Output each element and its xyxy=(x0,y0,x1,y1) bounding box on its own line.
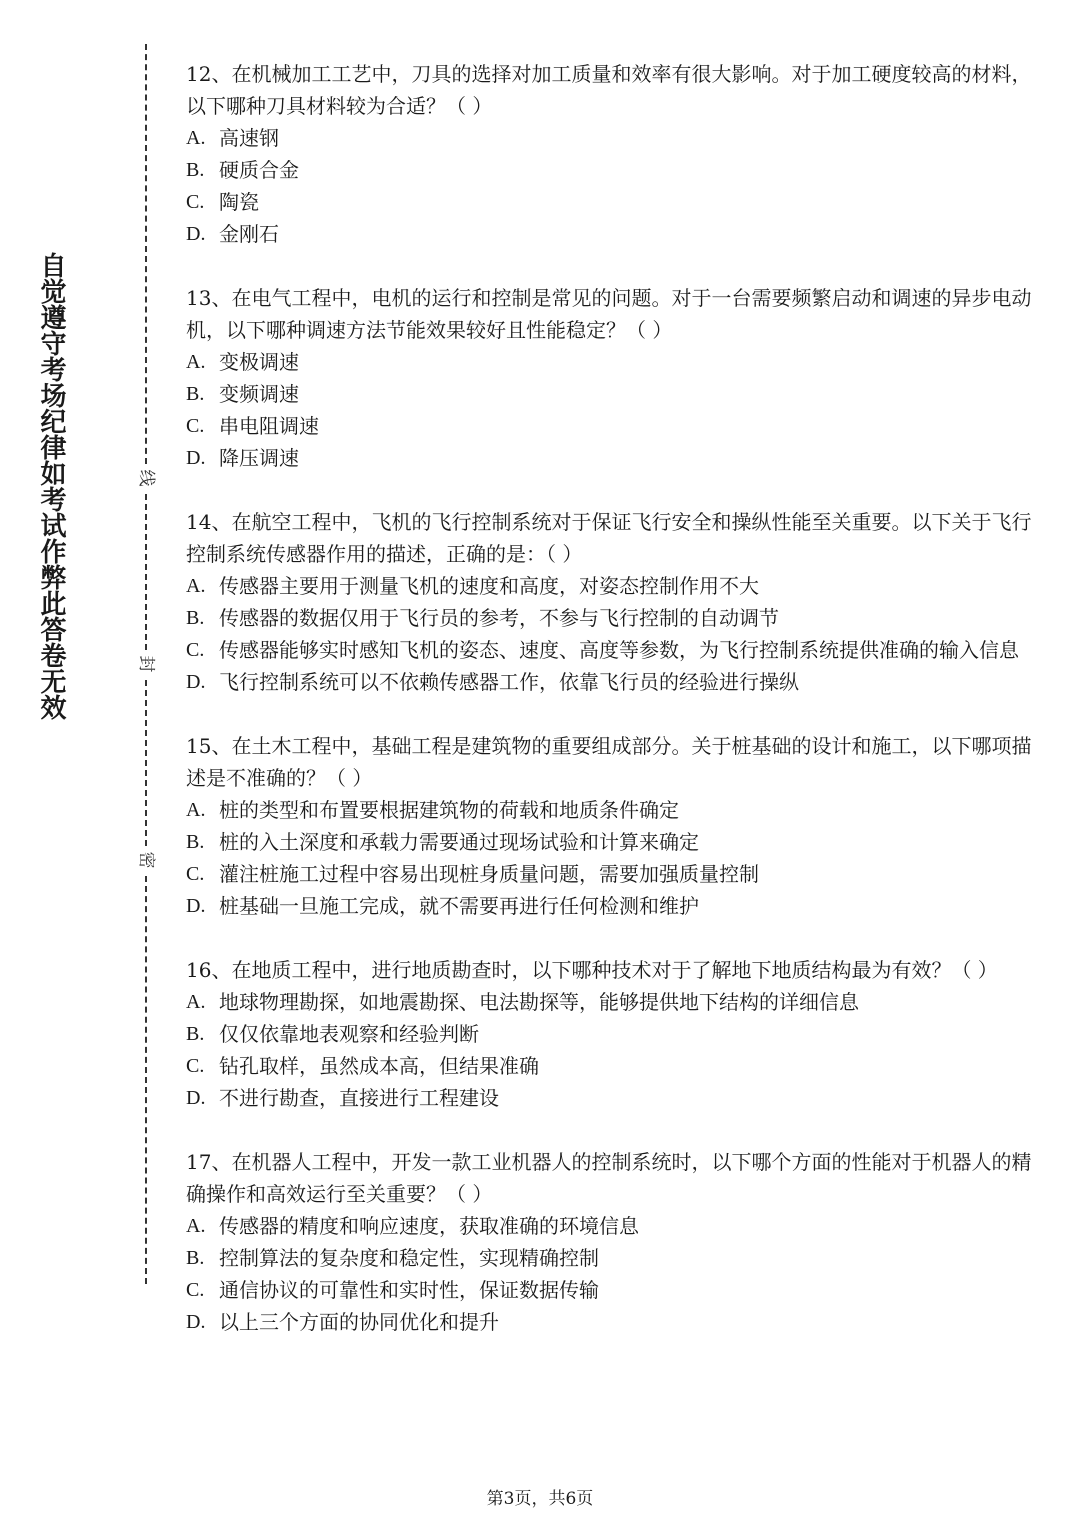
option-letter: D. xyxy=(186,671,206,693)
answer-option xyxy=(186,826,1046,858)
option-letter: D. xyxy=(186,447,206,469)
question-item xyxy=(186,1146,1046,1338)
question-item xyxy=(186,58,1046,250)
option-letter: D. xyxy=(186,223,206,245)
answer-option xyxy=(186,858,1046,890)
question-item xyxy=(186,506,1046,698)
question-item xyxy=(186,954,1046,1114)
question-stem: 15、在土木工程中，基础工程是建筑物的重要组成部分。关于桩基础的设计和施工，以下哪项描述是不准确的？（ ） xyxy=(186,734,1032,790)
option-text: 控制算法的复杂度和稳定性，实现精确控制 xyxy=(219,1246,599,1270)
option-letter: C. xyxy=(186,863,205,885)
answer-option xyxy=(186,218,1046,250)
option-text: 以上三个方面的协同优化和提升 xyxy=(219,1310,499,1334)
option-text: 桩的入土深度和承载力需要通过现场试验和计算来确定 xyxy=(219,830,699,854)
answer-option xyxy=(186,186,1046,218)
option-text: 地球物理勘探，如地震勘探、电法勘探等，能够提供地下结构的详细信息 xyxy=(219,990,859,1014)
option-letter: A. xyxy=(186,127,206,149)
answer-option xyxy=(186,602,1046,634)
option-text: 钻孔取样，虽然成本高，但结果准确 xyxy=(219,1054,539,1078)
option-text: 仅仅依靠地表观察和经验判断 xyxy=(219,1022,479,1046)
option-text: 传感器的数据仅用于飞行员的参考，不参与飞行控制的自动调节 xyxy=(219,606,779,630)
question-stem: 12、在机械加工工艺中，刀具的选择对加工质量和效率有很大影响。对于加工硬度较高的材料，以下哪种刀具材料较为合适？（ ） xyxy=(186,62,1032,118)
option-letter: A. xyxy=(186,575,206,597)
answer-option xyxy=(186,346,1046,378)
answer-option xyxy=(186,442,1046,474)
option-text: 不进行勘查，直接进行工程建设 xyxy=(219,1086,499,1110)
option-text: 桩基础一旦施工完成，就不需要再进行任何检测和维护 xyxy=(219,894,699,918)
answer-option xyxy=(186,986,1046,1018)
option-text: 传感器能够实时感知飞机的姿态、速度、高度等参数，为飞行控制系统提供准确的输入信息 xyxy=(219,638,1019,662)
option-text: 金刚石 xyxy=(219,222,279,246)
question-stem: 14、在航空工程中，飞机的飞行控制系统对于保证飞行安全和操纵性能至关重要。以下关于飞行控制系统传感器作用的描述，正确的是：（ ） xyxy=(186,510,1032,566)
option-letter: C. xyxy=(186,191,205,213)
answer-option xyxy=(186,1306,1046,1338)
answer-option xyxy=(186,154,1046,186)
answer-option xyxy=(186,666,1046,698)
option-text: 变频调速 xyxy=(219,382,299,406)
option-letter: C. xyxy=(186,415,205,437)
question-item xyxy=(186,282,1046,474)
option-letter: C. xyxy=(186,1279,205,1301)
option-letter: B. xyxy=(186,1247,205,1269)
seal-mark-xian: 线 xyxy=(136,469,156,487)
option-text: 传感器的精度和响应速度，获取准确的环境信息 xyxy=(219,1214,639,1238)
answer-option xyxy=(186,1242,1046,1274)
answer-option xyxy=(186,122,1046,154)
seal-line-middle-1 xyxy=(145,494,147,650)
seal-mark-mi: 密 xyxy=(136,851,156,869)
option-letter: A. xyxy=(186,799,206,821)
option-text: 降压调速 xyxy=(219,446,299,470)
option-letter: A. xyxy=(186,1215,206,1237)
answer-option xyxy=(186,378,1046,410)
question-item xyxy=(186,730,1046,922)
answer-option xyxy=(186,1210,1046,1242)
side-warning-text: 自觉遵守考场纪律如考试作弊此答卷无效 xyxy=(36,252,66,720)
option-text: 传感器主要用于测量飞机的速度和高度，对姿态控制作用不大 xyxy=(219,574,759,598)
option-letter: D. xyxy=(186,1087,206,1109)
question-stem: 17、在机器人工程中，开发一款工业机器人的控制系统时，以下哪个方面的性能对于机器人的精确操作和高效运行至关重要？（ ） xyxy=(186,1150,1032,1206)
answer-option xyxy=(186,410,1046,442)
option-letter: B. xyxy=(186,607,205,629)
page-number: 第3页，共6页 xyxy=(486,1489,594,1509)
option-letter: C. xyxy=(186,1055,205,1077)
answer-option xyxy=(186,1018,1046,1050)
question-stem: 13、在电气工程中，电机的运行和控制是常见的问题。对于一台需要频繁启动和调速的异步电动机，以下哪种调速方法节能效果较好且性能稳定？（ ） xyxy=(186,286,1032,342)
answer-option xyxy=(186,1082,1046,1114)
answer-option xyxy=(186,890,1046,922)
option-text: 通信协议的可靠性和实时性，保证数据传输 xyxy=(219,1278,599,1302)
option-letter: C. xyxy=(186,639,205,661)
option-letter: A. xyxy=(186,351,206,373)
option-text: 飞行控制系统可以不依赖传感器工作，依靠飞行员的经验进行操纵 xyxy=(219,670,799,694)
option-text: 陶瓷 xyxy=(219,190,259,214)
option-text: 串电阻调速 xyxy=(219,414,319,438)
seal-line-middle-2 xyxy=(145,680,147,846)
answer-option xyxy=(186,1274,1046,1306)
option-letter: B. xyxy=(186,831,205,853)
seal-line-top xyxy=(145,44,147,464)
option-letter: B. xyxy=(186,159,205,181)
seal-line-bottom xyxy=(145,876,147,1284)
option-text: 桩的类型和布置要根据建筑物的荷载和地质条件确定 xyxy=(219,798,679,822)
answer-option xyxy=(186,570,1046,602)
option-letter: B. xyxy=(186,383,205,405)
option-letter: D. xyxy=(186,1311,206,1333)
option-text: 高速钢 xyxy=(219,126,279,150)
answer-option xyxy=(186,1050,1046,1082)
option-letter: A. xyxy=(186,991,206,1013)
option-letter: D. xyxy=(186,895,206,917)
option-text: 灌注桩施工过程中容易出现桩身质量问题，需要加强质量控制 xyxy=(219,862,759,886)
option-text: 硬质合金 xyxy=(219,158,299,182)
answer-option xyxy=(186,794,1046,826)
question-list xyxy=(186,58,1046,1370)
seal-mark-feng: 封 xyxy=(136,655,156,673)
option-letter: B. xyxy=(186,1023,205,1045)
question-stem: 16、在地质工程中，进行地质勘查时，以下哪种技术对于了解地下地质结构最为有效？（ ） xyxy=(186,958,998,982)
answer-option xyxy=(186,634,1046,666)
option-text: 变极调速 xyxy=(219,350,299,374)
